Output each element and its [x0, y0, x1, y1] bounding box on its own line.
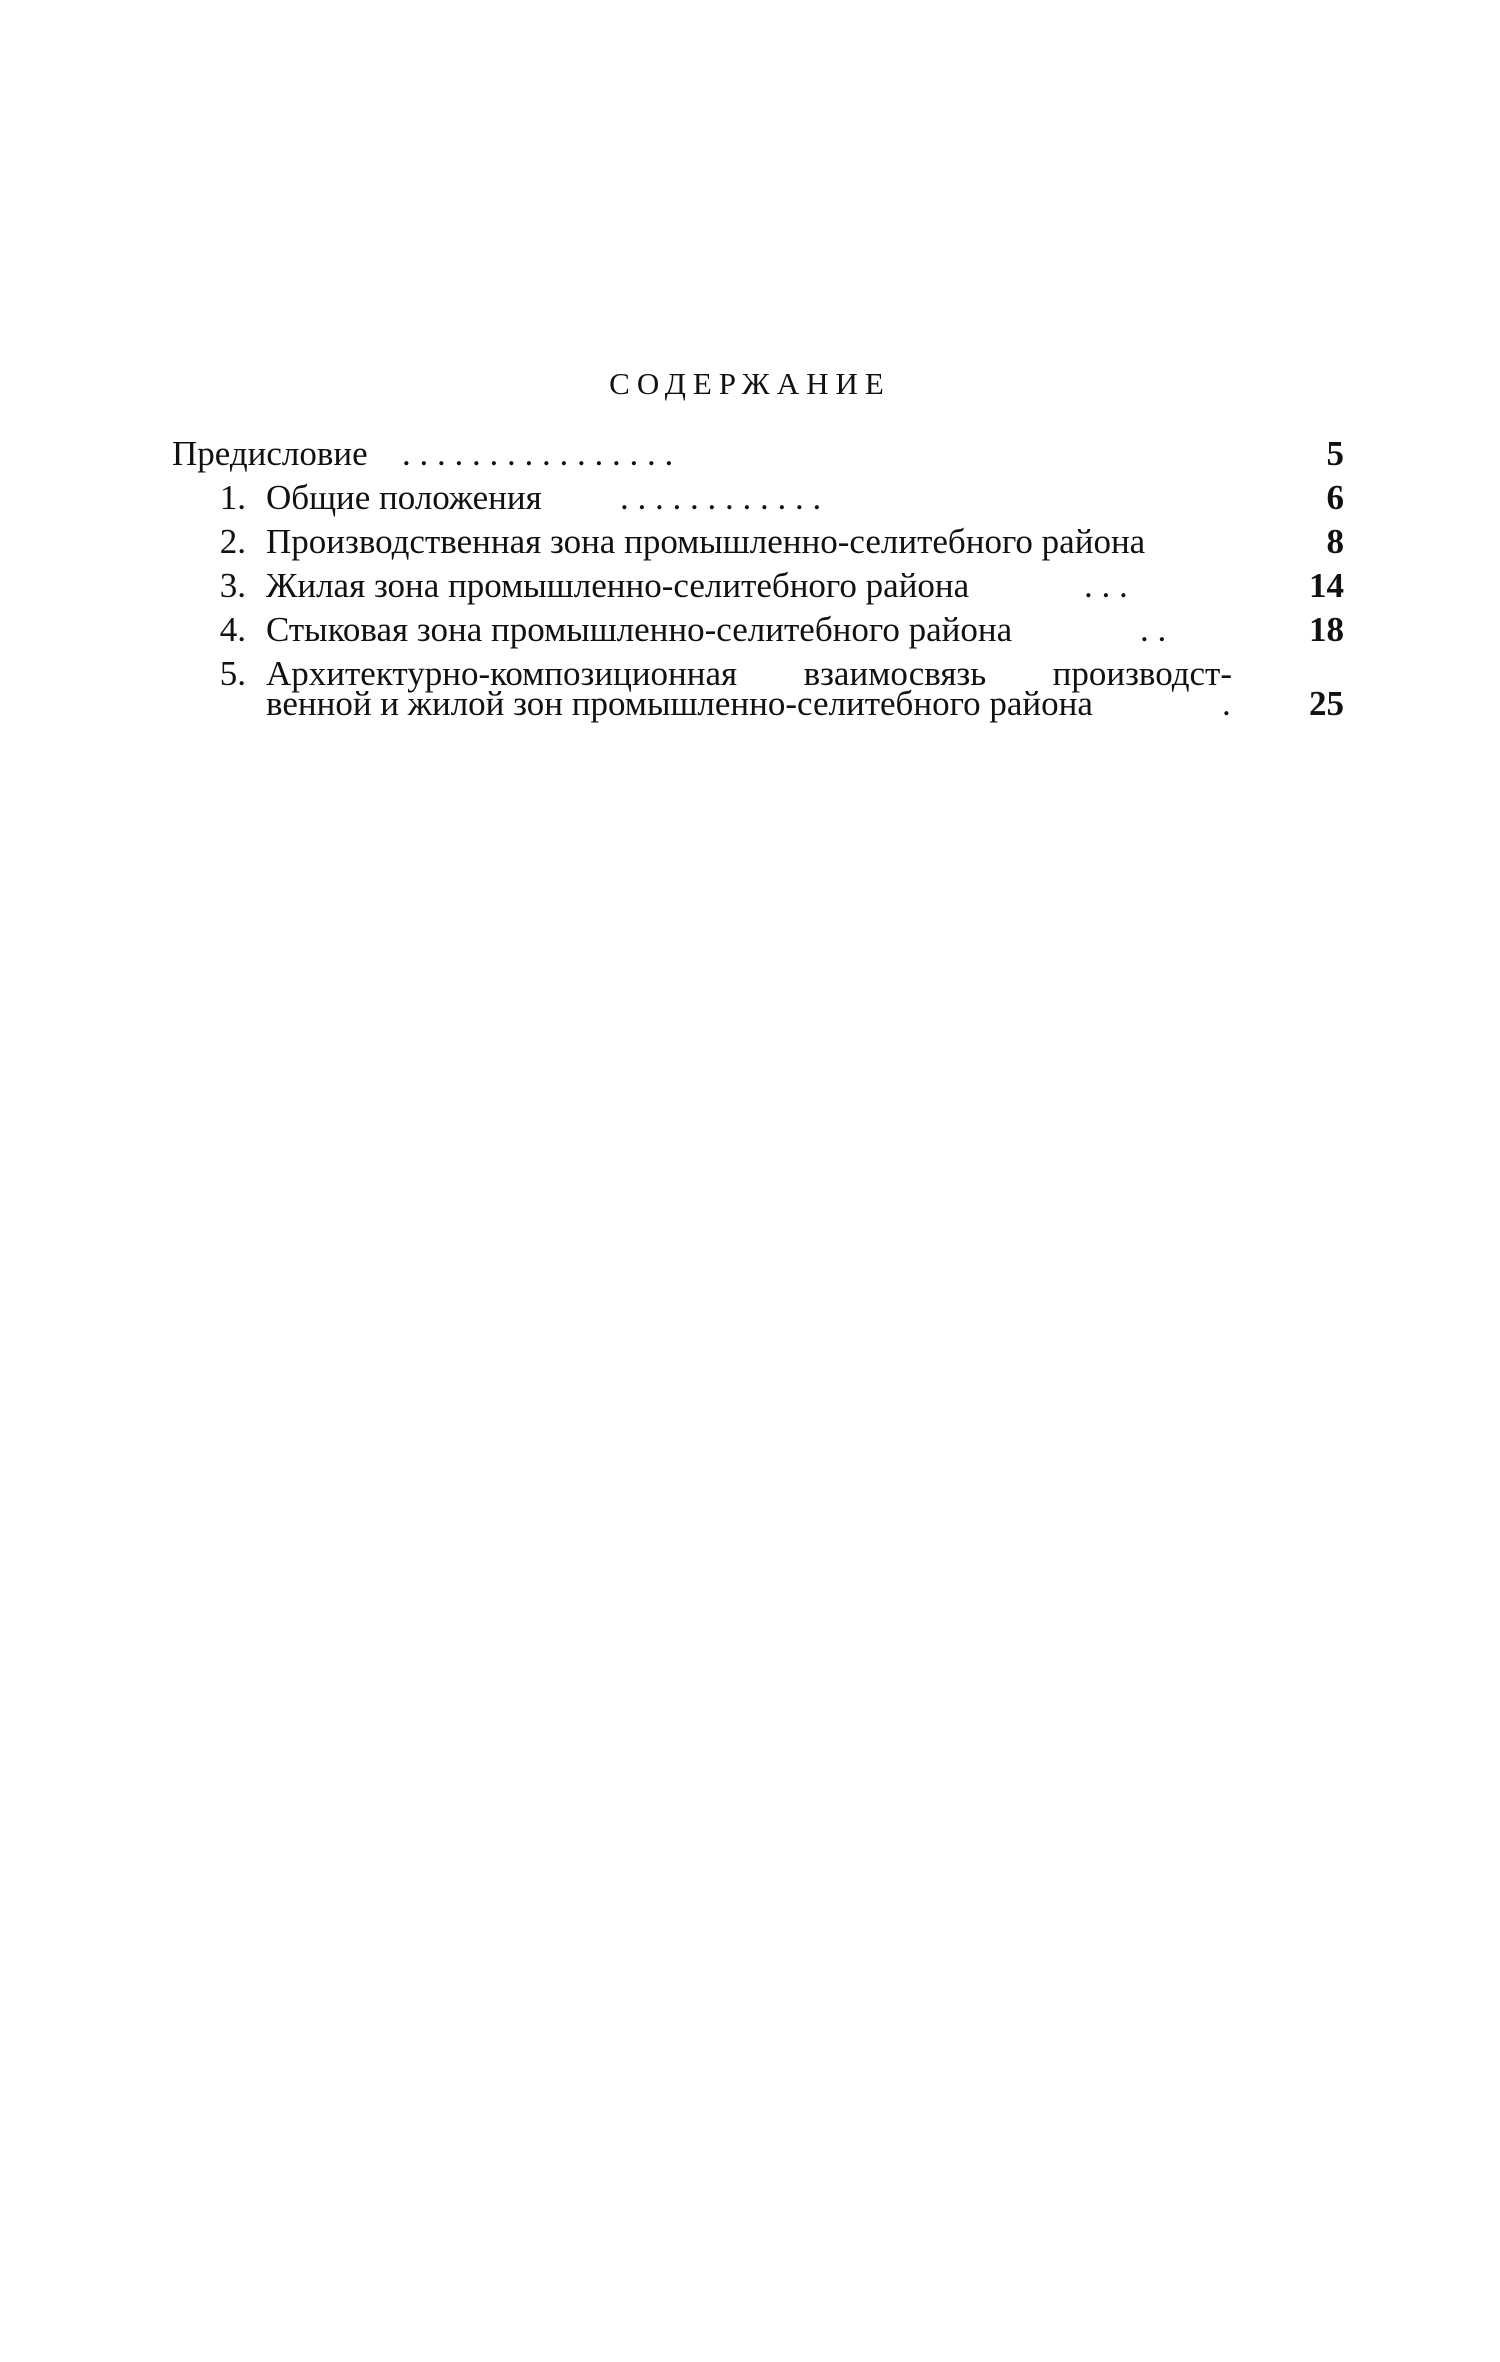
toc-entry-2[interactable] — [172, 520, 1344, 564]
toc-dot-leader: . . . — [1084, 566, 1128, 605]
toc-dot-leader: . — [1222, 684, 1231, 723]
toc-dot-leader: . . . . . . . . . . . . . . . . — [402, 434, 674, 473]
toc-entry-number: 2. — [219, 522, 246, 561]
toc-entry-title: Общие положения — [266, 478, 542, 517]
toc-page-number: 5 — [1326, 434, 1344, 473]
toc-entry-preface[interactable] — [172, 432, 1344, 476]
toc-page-number: 8 — [1326, 522, 1344, 561]
toc-entry-title: Производственная зона промышленно-селитебного района — [266, 522, 1146, 561]
toc-page-number: 6 — [1326, 478, 1344, 517]
table-of-contents — [172, 432, 1344, 726]
toc-entry-number: 3. — [219, 566, 246, 605]
toc-page-number: 18 — [1309, 610, 1344, 649]
toc-entry-1[interactable] — [172, 476, 1344, 520]
toc-entry-title-line1: Архитектурно-композиционная взаимосвязь производст- — [266, 654, 1232, 693]
toc-dot-leader: . . . . . . . . . . . . — [620, 478, 822, 517]
toc-entry-number: 4. — [219, 610, 246, 649]
toc-entry-title: Стыковая зона промышленно-селитебного района — [266, 610, 1013, 649]
toc-page-number: 14 — [1309, 566, 1344, 605]
toc-dot-leader: . . — [1140, 610, 1167, 649]
toc-heading: СОДЕРЖАНИЕ — [609, 366, 891, 401]
toc-entry-4[interactable] — [172, 608, 1344, 652]
toc-entry-number: 1. — [219, 478, 246, 517]
toc-entry-title: Предисловие — [172, 434, 368, 473]
toc-entry-5[interactable] — [172, 652, 1344, 726]
toc-entry-number: 5. — [219, 654, 246, 693]
toc-page-number: 25 — [1309, 684, 1344, 723]
toc-entry-title-line2: венной и жилой зон промышленно-селитебного района — [266, 684, 1093, 723]
toc-entry-title: Жилая зона промышленно-селитебного района — [266, 566, 970, 605]
toc-entry-3[interactable] — [172, 564, 1344, 608]
